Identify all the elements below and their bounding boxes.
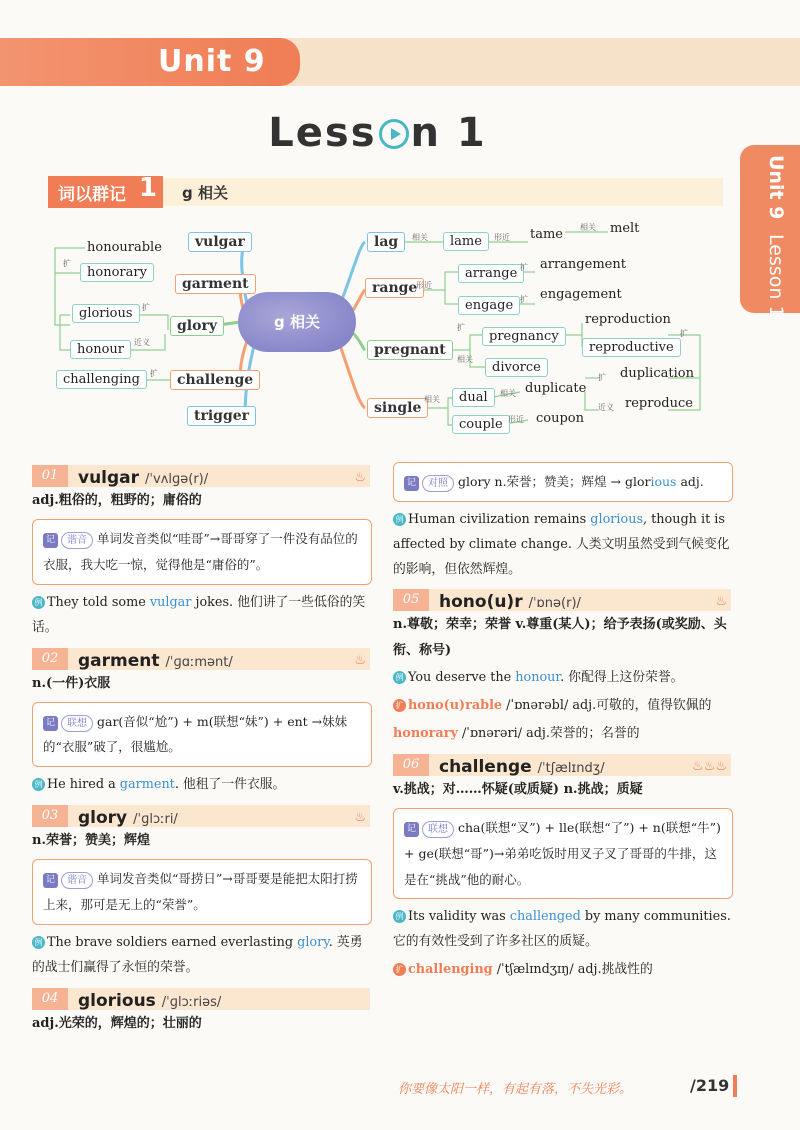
extension-icon: 扩 xyxy=(393,699,406,712)
memory-note xyxy=(32,519,372,584)
node-trigger: trigger xyxy=(187,406,256,426)
node-range: range xyxy=(365,278,424,298)
extension-word: honorary xyxy=(393,726,458,742)
mind-map-center: g 相关 xyxy=(238,292,356,352)
definition: adj.光荣的，辉煌的；壮丽的 xyxy=(32,1015,202,1031)
node-glorious: glorious xyxy=(72,304,140,323)
entry-header-honour xyxy=(393,586,733,612)
example-icon: 例 xyxy=(393,671,406,684)
example-text: . 英勇的战士们赢得了永恒的荣誉。 xyxy=(32,934,363,975)
node-duplication: duplication xyxy=(620,366,694,381)
entry-number: 04 xyxy=(32,988,68,1010)
headword-text: garment xyxy=(78,650,160,671)
example-keyword: garment xyxy=(119,777,175,793)
extension-word: hono(u)rable xyxy=(408,698,503,714)
memory-note xyxy=(393,808,733,899)
tag-kuo: 扩 xyxy=(680,329,688,338)
right-column xyxy=(393,458,733,986)
node-challenging: challenging xyxy=(56,370,147,389)
node-honour: honour xyxy=(70,340,131,359)
example-sentence xyxy=(393,905,733,955)
tag-kuo: 扩 xyxy=(520,263,528,272)
flame-icon: ♨ xyxy=(715,594,727,610)
example-text: jokes. 他们讲了一些低俗的笑话。 xyxy=(32,594,366,635)
definition: n.荣誉；赞美；辉煌 xyxy=(32,833,150,849)
example-sentence xyxy=(32,773,372,798)
definition: n.尊敬；荣幸；荣誉 v.尊重(某人)；给予表扬(或奖励、头衔、称号) xyxy=(393,617,727,658)
note-icon: 记 xyxy=(43,533,58,548)
note-text: gar(音似“尬”) + m(联想“妹”) + ent →妹妹的“衣服”破了，很尴尬。 xyxy=(43,713,348,755)
footer-motto: 你要像太阳一样，有起有落，不失光彩。 xyxy=(398,1082,633,1097)
extension-item xyxy=(393,722,733,747)
note-text: 单词发音类似“哇哥”→哥哥穿了一件没有品位的衣服，我大吃一惊，觉得他是“庸俗的”。 xyxy=(43,531,358,572)
mind-map xyxy=(0,220,800,445)
node-honourable: honourable xyxy=(87,240,162,255)
example-text: He hired a xyxy=(47,777,120,793)
entry-number: 05 xyxy=(393,589,429,611)
node-tame: tame xyxy=(530,227,563,242)
section-subtitle: g 相关 xyxy=(182,184,228,202)
note-text: cha(联想“叉”) + lle(联想“了”) + n(联想“牛”) + ge(联想“哥”)→弟弟吃饭时用叉子叉了哥哥的牛排，这是在“挑战”他的耐心。 xyxy=(404,820,721,887)
lesson-title xyxy=(0,110,755,156)
node-reproduce: reproduce xyxy=(625,396,693,411)
example-sentence xyxy=(393,666,733,691)
example-text: Its validity was xyxy=(408,909,510,925)
tag-kuo: 扩 xyxy=(520,295,528,304)
node-lag: lag xyxy=(367,232,405,252)
tag-xingjin: 形近 xyxy=(416,281,432,290)
example-icon: 例 xyxy=(32,596,45,609)
tag-xiangguan: 相关 xyxy=(424,395,440,404)
phonetic: /ˈɡɑːmənt/ xyxy=(165,654,233,670)
lesson-title-pre: Less xyxy=(268,110,377,156)
example-icon: 例 xyxy=(32,936,45,949)
node-garment: garment xyxy=(175,274,256,294)
headword xyxy=(439,751,605,784)
node-engage: engage xyxy=(458,296,520,315)
example-text: Human civilization remains xyxy=(408,511,591,527)
tag-xingjin: 形近 xyxy=(508,415,524,424)
flame-icon: ♨ xyxy=(354,810,366,826)
node-reproductive: reproductive xyxy=(582,338,681,357)
node-honorary: honorary xyxy=(80,263,154,282)
extension-word: challenging xyxy=(408,962,493,978)
example-text: They told some xyxy=(47,594,150,610)
tag-jinyi: 近义 xyxy=(598,403,614,412)
example-keyword: glorious xyxy=(590,511,644,527)
node-engagement: engagement xyxy=(540,287,622,302)
phonetic: /ˈɡlɔːri/ xyxy=(133,812,178,828)
tag-xiangguan: 相关 xyxy=(457,355,473,364)
extension-text: /ˈtʃælɪndʒɪŋ/ adj.挑战性的 xyxy=(492,962,653,978)
headword xyxy=(78,645,233,678)
entry-header-vulgar xyxy=(32,462,372,488)
section-badge-text: 词以群记 xyxy=(58,185,126,205)
example-text: The brave soldiers earned everlasting xyxy=(47,934,298,950)
section-badge-num: 1 xyxy=(138,173,157,203)
headword-text: vulgar xyxy=(78,468,140,488)
tag-xiangguan: 相关 xyxy=(580,223,596,232)
entry-header-glorious xyxy=(32,985,372,1011)
flame-icon: ♨ xyxy=(354,470,366,485)
example-icon: 例 xyxy=(32,778,45,791)
play-audio-icon[interactable] xyxy=(379,119,409,149)
extension-icon: 扩 xyxy=(393,963,406,976)
note-tag: 联想 xyxy=(61,715,93,732)
node-glory: glory xyxy=(170,316,224,336)
tag-xiangguan: 相关 xyxy=(500,389,516,398)
unit-title: Unit 9 xyxy=(158,44,266,79)
note-icon: 记 xyxy=(404,822,419,837)
tag-kuo: 扩 xyxy=(142,303,150,312)
example-text: . 他租了一件衣服。 xyxy=(174,777,286,793)
node-couple: couple xyxy=(452,415,510,434)
definition: v.挑战；对……怀疑(或质疑) n.挑战；质疑 xyxy=(393,782,643,798)
note-text: glory n.荣誉；赞美；辉煌 → glor xyxy=(458,474,651,489)
headword-text: glory xyxy=(78,808,128,829)
headword xyxy=(439,586,581,619)
node-vulgar: vulgar xyxy=(188,232,252,252)
example-keyword: glory xyxy=(297,934,329,950)
note-tag: 对照 xyxy=(422,475,454,492)
note-text: 单词发音类似“哥捞日”→哥哥要是能把太阳打捞上来，那可是无上的“荣誉”。 xyxy=(43,871,358,913)
lesson-title-post: n 1 xyxy=(410,110,487,156)
entry-number: 02 xyxy=(32,648,68,670)
example-icon: 例 xyxy=(393,513,406,526)
example-sentence xyxy=(32,931,372,981)
note-icon: 记 xyxy=(43,873,58,888)
tag-kuo: 扩 xyxy=(63,259,71,268)
memory-note xyxy=(32,702,372,767)
node-lame: lame xyxy=(443,232,489,251)
phonetic: /ˈɡlɔːriəs/ xyxy=(161,994,222,1010)
note-text: adj. xyxy=(676,474,704,489)
headword-text: glorious xyxy=(78,990,156,1011)
example-text: by many communities. 它的有效性受到了许多社区的质疑。 xyxy=(393,909,731,950)
headword xyxy=(78,985,221,1018)
note-keyword: ious xyxy=(650,474,677,489)
example-sentence xyxy=(32,591,372,641)
note-tag: 联想 xyxy=(422,821,454,838)
note-icon: 记 xyxy=(43,716,58,731)
entry-number: 06 xyxy=(393,754,429,776)
headword-text: challenge xyxy=(439,757,532,778)
left-column xyxy=(32,458,372,1036)
example-text: , though it is affected by climate change. 人类文明虽然受到气候变化的影响，但依然辉煌。 xyxy=(393,511,730,577)
example-keyword: challenged xyxy=(509,909,581,925)
side-lesson: Lesson 1 xyxy=(765,234,787,318)
example-text: . 你配得上这份荣誉。 xyxy=(560,670,684,686)
node-dual: dual xyxy=(452,388,495,407)
node-arrangement: arrangement xyxy=(540,257,626,272)
node-challenge: challenge xyxy=(170,370,260,390)
definition: adj.粗俗的，粗野的；庸俗的 xyxy=(32,493,202,508)
node-divorce: divorce xyxy=(485,358,548,377)
entry-number: 01 xyxy=(32,465,68,487)
example-keyword: vulgar xyxy=(149,594,192,610)
tag-xingjin: 形近 xyxy=(494,233,510,242)
headword-text: hono(u)r xyxy=(439,592,523,613)
entry-header-glory xyxy=(32,802,372,828)
tag-kuo: 扩 xyxy=(457,323,465,332)
flame-icon: ♨♨♨ xyxy=(692,759,727,775)
extension-text: /ˈɒnərəbl/ adj.可敬的，值得钦佩的 xyxy=(502,698,712,714)
tag-jinyi: 近义 xyxy=(134,338,150,347)
note-tag: 谐音 xyxy=(61,872,93,889)
example-text: You deserve the xyxy=(408,670,516,686)
node-coupon: coupon xyxy=(536,411,585,426)
page-number: /219 xyxy=(690,1076,730,1095)
phonetic: /ˈvʌlɡə(r)/ xyxy=(145,472,209,487)
phonetic: /ˈtʃælɪndʒ/ xyxy=(537,761,605,777)
extension-item xyxy=(393,694,733,719)
side-unit: Unit 9 xyxy=(765,155,787,220)
tag-xiangguan: 相关 xyxy=(412,233,428,242)
node-melt: melt xyxy=(610,221,640,236)
note-icon: 记 xyxy=(404,476,419,491)
example-icon: 例 xyxy=(393,910,406,923)
node-pregnancy: pregnancy xyxy=(482,327,566,346)
section-badge xyxy=(48,173,163,208)
note-tag: 谐音 xyxy=(61,532,93,549)
flame-icon: ♨ xyxy=(354,652,366,668)
extension-text: /ˈɒnərəri/ adj.荣誉的；名誉的 xyxy=(457,726,640,742)
node-arrange: arrange xyxy=(458,264,524,283)
headword xyxy=(78,462,208,495)
node-reproduction: reproduction xyxy=(585,312,671,327)
memory-note xyxy=(393,462,733,502)
entry-header-challenge xyxy=(393,751,733,777)
example-sentence xyxy=(393,508,733,583)
headword xyxy=(78,802,178,835)
definition: n.(一件)衣服 xyxy=(32,675,111,691)
page-bar xyxy=(733,1075,737,1097)
node-duplicate: duplicate xyxy=(525,381,587,396)
entry-header-garment xyxy=(32,645,372,671)
example-keyword: honour xyxy=(515,670,561,686)
tag-kuo: 扩 xyxy=(598,373,606,382)
phonetic: /ˈɒnə(r)/ xyxy=(528,596,581,612)
entry-number: 03 xyxy=(32,805,68,827)
memory-note xyxy=(32,859,372,924)
node-pregnant: pregnant xyxy=(367,340,453,360)
tag-kuo: 扩 xyxy=(150,369,158,378)
extension-item xyxy=(393,958,733,983)
node-single: single xyxy=(367,398,428,418)
